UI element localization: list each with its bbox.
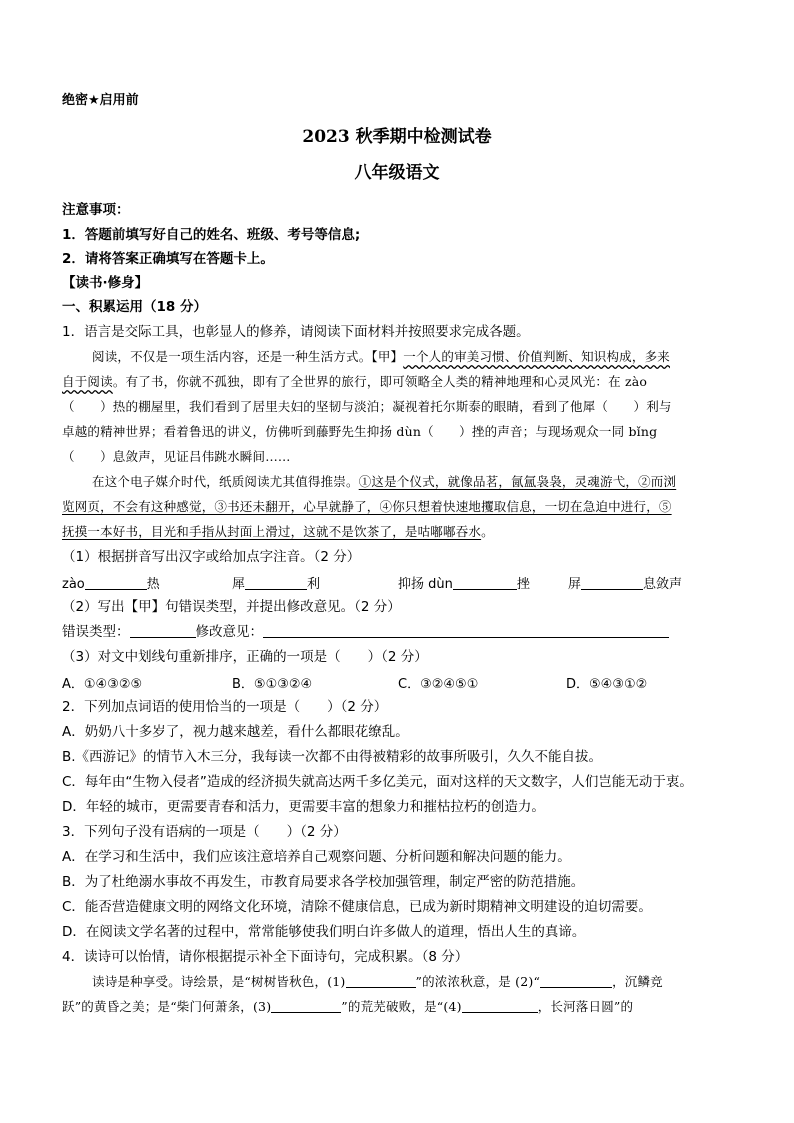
q1-sub2: （2）写出【甲】句错误类型，并提出修改意见。（2 分）: [62, 599, 401, 615]
passage-line: 抚摸一本好书，目光和手指从封面上滑过，这就不是饮茶了，是咕嘟嘟吞水。: [62, 524, 494, 539]
q2-stem: 2．下列加点词语的使用恰当的一项是（ ）（2 分）: [62, 699, 388, 715]
answer-blank[interactable]: [453, 576, 517, 590]
module-heading: 【读书·修身】: [62, 275, 149, 291]
answer-blank[interactable]: [85, 576, 147, 590]
poem-blank-3[interactable]: [271, 999, 341, 1013]
q1-sub1: （1）根据拼音写出汉字或给加点字注音。（2 分）: [62, 549, 361, 565]
passage-line: 阅读，不仅是一项生活内容，还是一种生活方式。【甲】一个人的审美习惯、价值判断、知识构成，多来: [92, 349, 670, 364]
q2-option-c[interactable]: C．每年由“生物入侵者”造成的经济损失就高达两千多亿美元，面对这样的天文数字，人们岂能无动于衷。: [62, 774, 693, 790]
passage-line: （ ）息敛声，见证吕伟跳水瞬间……: [62, 449, 291, 464]
answer-blank[interactable]: [245, 576, 307, 590]
notes-item-2: 2．请将答案正确填写在答题卡上。: [62, 251, 274, 267]
error-type-blank[interactable]: [130, 624, 196, 638]
passage-line: 卓越的精神世界；看着鲁迅的讲义，仿佛听到藤野先生抑扬 dùn（ ）挫的声音；与现场观众一同 bǐng: [62, 424, 658, 439]
part-heading: 一、积累运用（18 分）: [62, 299, 207, 315]
exam-title: 2023 秋季期中检测试卷: [302, 127, 492, 147]
q3-option-d[interactable]: D．在阅读文学名著的过程中，常常能够使我们明白许多做人的道理，悟出人生的真谛。: [62, 924, 586, 940]
poem-blank-2[interactable]: [540, 974, 612, 988]
poem-blank-1[interactable]: [346, 974, 416, 988]
notes-item-1: 1．答题前填写好自己的姓名、班级、考号等信息;: [62, 227, 361, 243]
passage-line: 自于阅读。有了书，你就不孤独，即有了全世界的旅行，即可领略全人类的精神地理和心灵风光：在 zào: [62, 374, 648, 389]
option-c[interactable]: C．③②④⑤①: [398, 677, 479, 692]
q4-line: 读诗是种享受。诗绘景，是“树树皆秋色，(1) ”的浓浓秋意，是 (2)“ ，沉鳞竞: [92, 974, 663, 989]
poem-blank-4[interactable]: [462, 999, 538, 1013]
q4-line: 跃”的黄昏之美；是“柴门何萧条，(3) ”的荒芜破败，是“(4) ，长河落日圆”的: [62, 999, 634, 1014]
notes-heading: 注意事项：: [62, 202, 130, 218]
pinyin-item: 抑扬 dùn 挫: [398, 577, 530, 592]
option-d[interactable]: D．⑤④③①②: [566, 677, 648, 692]
q2-option-d[interactable]: D．年轻的城市，更需要青春和活力，更需要丰富的想象力和摧枯拉朽的创造力。: [62, 799, 545, 815]
answer-blank[interactable]: [581, 576, 643, 590]
passage-line: 在这个电子媒介时代，纸质阅读尤其值得推崇。①这是个仪式，就像品茗，氤氲袅袅，灵魂游弋，②而浏: [92, 474, 677, 489]
revision-blank[interactable]: [263, 624, 669, 638]
error-answer-row: 错误类型： 修改意见：: [62, 623, 669, 641]
passage-line: （ ）热的棚屋里，我们看到了居里夫妇的坚韧与淡泊；凝视着托尔斯泰的眼睛，看到了他犀（ ）利与: [62, 399, 672, 414]
q2-option-b[interactable]: B.《西游记》的情节入木三分，我每读一次都不由得被精彩的故事所吸引，久久不能自拔。: [62, 749, 603, 765]
q3-option-b[interactable]: B．为了杜绝溺水事故不再发生，市教育局要求各学校加强管理，制定严密的防范措施。: [62, 874, 585, 890]
q3-option-a[interactable]: A．在学习和生活中，我们应该注意培养自己观察问题、分析问题和解决问题的能力。: [62, 849, 571, 865]
q3-stem: 3．下列句子没有语病的一项是（ ）（2 分）: [62, 824, 347, 840]
pinyin-item: zào 热: [62, 577, 160, 592]
confidential-label: 绝密★启用前: [62, 93, 139, 108]
q1-sub3: （3）对文中划线句重新排序，正确的一项是（ ）（2 分）: [62, 649, 428, 665]
option-a[interactable]: A．①④③②⑤: [62, 677, 143, 692]
exam-subtitle: 八年级语文: [354, 163, 440, 183]
passage-line: 览网页，不会有这种感觉，③书还未翻开，心早就静了，④你只想着快速地攫取信息，一切在急迫中进行，⑤: [62, 499, 672, 514]
pinyin-answer-row: [0, 573, 794, 593]
q4-stem: 4．读诗可以怡情，请你根据提示补全下面诗句，完成积累。（8 分）: [62, 949, 469, 965]
pinyin-item: 犀 利: [232, 577, 321, 592]
q1-stem: 1．语言是交际工具，也彰显人的修养，请阅读下面材料并按照要求完成各题。: [62, 324, 530, 340]
q2-option-a[interactable]: A．奶奶八十多岁了，视力越来越差，看什么都眼花缭乱。: [62, 724, 409, 740]
sub3-options: [0, 673, 794, 693]
q3-option-c[interactable]: C．能否营造健康文明的网络文化环境，清除不健康信息，已成为新时期精神文明建设的迫切需要。: [62, 899, 652, 915]
pinyin-item: 屏 息敛声: [568, 577, 683, 592]
option-b[interactable]: B．⑤①③②④: [232, 677, 313, 692]
